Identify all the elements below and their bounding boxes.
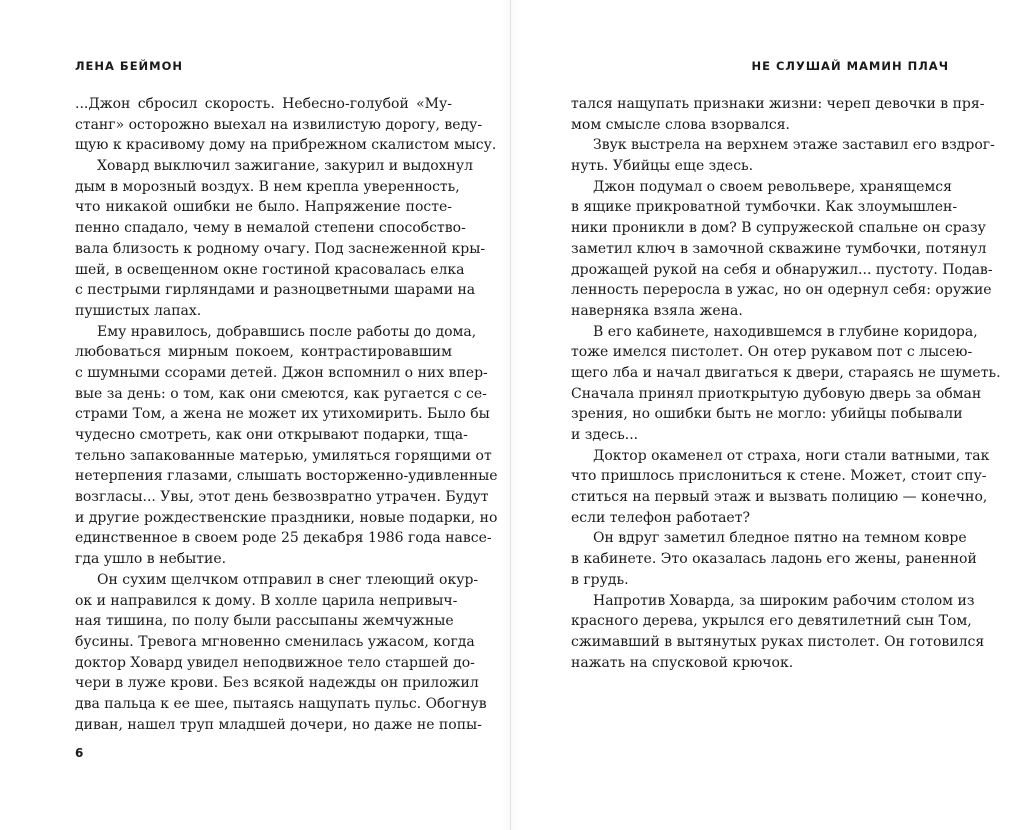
- text-line: Ему нравилось, добравшись после работы до дома,: [97, 323, 477, 340]
- text-line: Он вдруг заметил бледное пятно на темном ковре: [593, 530, 967, 547]
- text-line: Сначала принял приоткрытую дубовую дверь за обман: [571, 385, 982, 402]
- text-line: заметил ключ в замочной скважине тумбочки, потянул: [571, 240, 987, 257]
- text-line: с пестрыми гирляндами и разноцветными шарами на: [75, 282, 476, 299]
- text-line: возгласы... Увы, этот день безвозвратно утрачен. Будут: [75, 489, 489, 506]
- text-line: бусины. Тревога мгновенно сменилась ужасом, когда: [75, 633, 475, 650]
- text-line: в грудь.: [571, 571, 629, 588]
- text-line: пушистых лапах.: [75, 302, 202, 319]
- text-line: В его кабинете, находившемся в глубине коридора,: [593, 323, 978, 340]
- text-line: доктор Ховард увидел неподвижное тело старшей до-: [75, 654, 475, 671]
- text-line: зрения, но ошибки быть не могло: убийцы побывали: [571, 406, 963, 423]
- text-line: и здесь...: [571, 427, 639, 443]
- text-line: дым в морозный воздух. В нем крепла уверенность,: [75, 178, 460, 195]
- text-line: Он сухим щелчком отправил в снег тлеющий окур-: [97, 571, 479, 588]
- text-line: в ящике прикроватной тумбочки. Как злоумышлен-: [571, 199, 958, 216]
- text-line: нетерпения глазами, слышать восторженно-удивленные: [75, 468, 498, 485]
- text-line: страми Том, а жена не может их утихомирить. Было бы: [75, 406, 490, 423]
- text-line: щего лба и начал двигаться к двери, стараясь не шуметь.: [571, 364, 1001, 381]
- text-line: Напротив Ховарда, за широким рабочим столом из: [593, 592, 975, 609]
- running-head-author: ЛЕНА БЕЙМОН: [75, 59, 184, 73]
- text-line: единственное в своем роде 25 декабря 1986 года навсе-: [75, 530, 492, 547]
- text-line: гда ушло в небытие.: [75, 551, 227, 568]
- text-line: тоже имелся пистолет. Он отер рукавом пот с лысею-: [571, 344, 973, 361]
- text-line: чудесно смотреть, как они открывают подарки, тща-: [75, 427, 468, 443]
- text-line: наверняка взяла жена.: [571, 302, 743, 319]
- text-line: щую к красивому дому на прибрежном скалистом мысу.: [75, 137, 497, 154]
- text-line: дрожащей рукой на себя и обнаружил... пустоту. Подав-: [571, 261, 993, 278]
- text-line: чери в луже крови. Без всякой надежды он приложил: [75, 675, 479, 692]
- text-line: Звук выстрела на верхнем этаже заставил его вздрог-: [593, 137, 995, 154]
- right-page-text: [571, 94, 1001, 673]
- text-line: ок и направился к дому. В холле царила непривыч-: [75, 592, 458, 609]
- text-line: два пальца к ее шее, пытаясь нащупать пульс. Обогнув: [75, 695, 487, 712]
- text-line: что пришлось прислониться к стене. Может, стоит спу-: [571, 468, 987, 485]
- text-line: Джон подумал о своем револьвере, хранящемся: [593, 178, 952, 195]
- text-line: любоваться мирным покоем, контрастировавшим: [75, 344, 452, 361]
- text-line: пенно спадало, чему в немалой степени способство-: [75, 220, 466, 237]
- text-line: сжимавший в вытянутых руках пистолет. Он готовился: [571, 633, 985, 650]
- page-gutter: [510, 0, 511, 830]
- running-head-title: НЕ СЛУШАЙ МАМИН ПЛАЧ: [751, 59, 949, 73]
- text-line: Доктор окаменел от страха, ноги стали ватными, так: [593, 447, 990, 464]
- text-line: Ховард выключил зажигание, закурил и выдохнул: [97, 158, 473, 175]
- text-line: если телефон работает?: [571, 509, 750, 526]
- text-line: с шумными ссорами детей. Джон вспомнил о них впер-: [75, 364, 488, 381]
- text-line: ная тишина, по полу были рассыпаны жемчужные: [75, 613, 454, 630]
- text-line: ...Джон сбросил скорость. Небесно-голубой «Му-: [75, 96, 452, 112]
- page-number: 6: [75, 746, 84, 760]
- text-line: мом смысле слова взорвался.: [571, 116, 790, 133]
- text-line: шей, в освещенном окне гостиной красовалась елка: [75, 261, 465, 278]
- text-line: тался нащупать признаки жизни: череп девочки в пря-: [571, 96, 985, 112]
- text-line: вала близость к родному очагу. Под заснеженной кры-: [75, 240, 486, 257]
- text-line: в кабинете. Это оказалась ладонь его жены, раненной: [571, 551, 977, 568]
- text-line: станг» осторожно выехал на извилистую дорогу, веду-: [75, 116, 483, 133]
- text-line: ники проникли в дом? В супружеской спальне он сразу: [571, 220, 986, 237]
- text-line: нажать на спусковой крючок.: [571, 654, 794, 671]
- text-line: ленность переросла в ужас, но он одернул себя: оружие: [571, 282, 992, 299]
- text-line: ститься на первый этаж и вызвать полицию — конечно,: [571, 489, 988, 506]
- text-line: красного дерева, укрылся его девятилетний сын Том,: [571, 613, 972, 630]
- text-line: и другие рождественские праздники, новые подарки, но: [75, 509, 498, 526]
- text-line: тельно запакованные матерью, умиляться горящими от: [75, 447, 492, 464]
- text-line: диван, нашел труп младшей дочери, но даже не попы-: [75, 716, 482, 733]
- left-page-text: [75, 94, 498, 735]
- text-line: вые за день: о том, как они смеются, как ругается с се-: [75, 385, 487, 402]
- text-line: что никакой ошибки не было. Напряжение посте-: [75, 199, 452, 216]
- text-line: нуть. Убийцы еще здесь.: [571, 158, 754, 175]
